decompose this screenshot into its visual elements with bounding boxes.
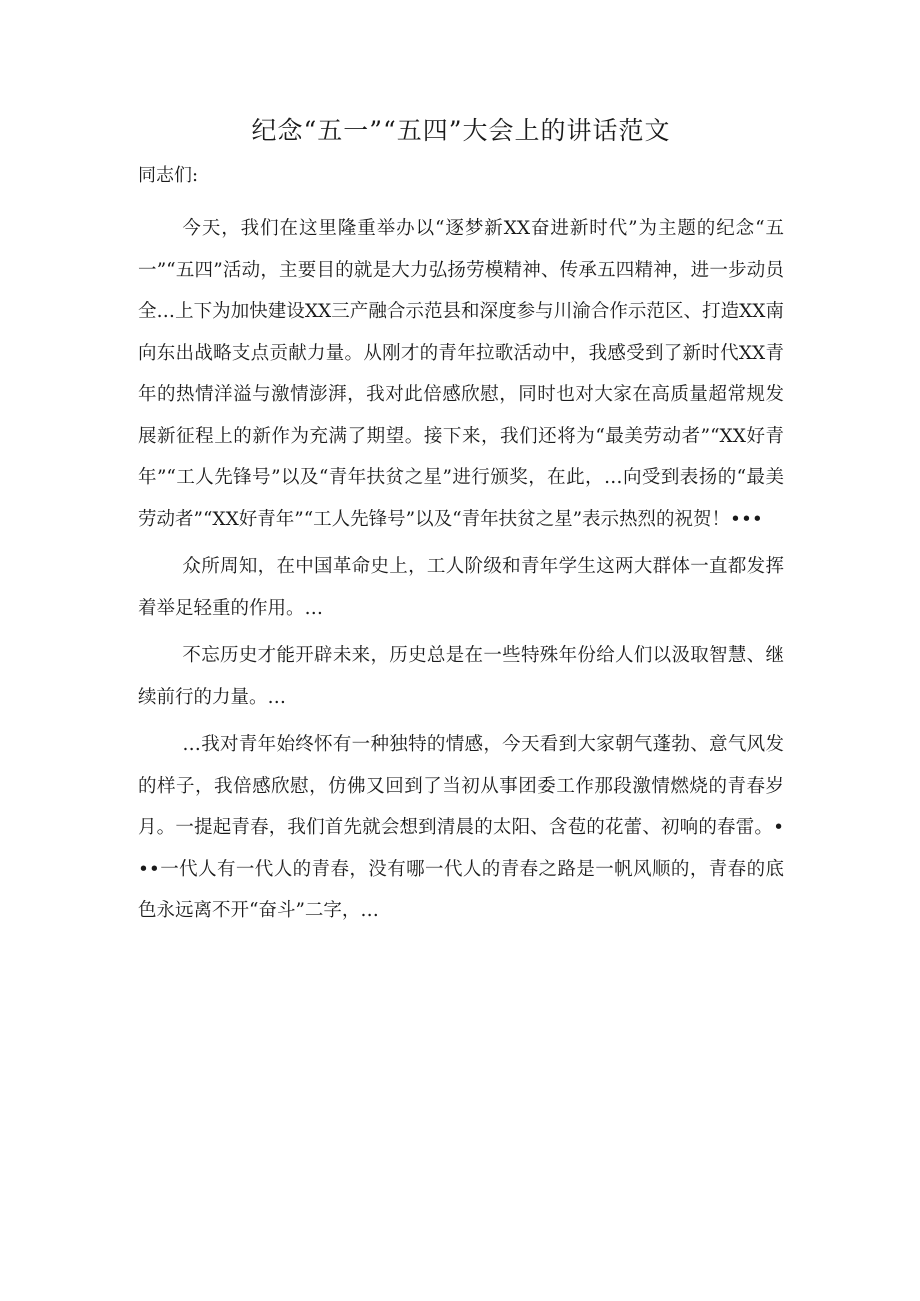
salutation: 同志们:: [138, 165, 199, 186]
paragraph-2: 众所周知，在中国革命史上，工人阶级和青年学生这两大群体一直都发挥着举足轻重的作用。…: [138, 556, 784, 619]
paragraph-4: …我对青年始终怀有一种独特的情感，今天看到大家朝气蓬勃、意气风发的样子，我倍感欣慰，仿佛又回到了当初从事团委工作那段激情燃烧的青春岁月。一提起青春，我们首先就会想到清晨的太阳、含苞的花蕾、初响的春雷。•••一代人有一代人的青春，没有哪一代人的青春之路是一帆风顺的，青春的底色永远离不开“奋斗”二字，…: [138, 734, 784, 921]
paragraph-3: 不忘历史才能开辟未来，历史总是在一些特殊年份给人们以汲取智慧、继续前行的力量。…: [138, 645, 784, 708]
paragraph-1: 今天，我们在这里隆重举办以“逐梦新XX奋进新时代”为主题的纪念“五一”“五四”活动，主要目的就是大力弘扬劳模精神、传承五四精神，进一步动员全…上下为加快建设XX三产融合示范县和深度参与川渝合作示范区、打造XX南向东出战略支点贡献力量。从刚才的青年拉歌活动中，我感受到了新时代XX青年的热情洋溢与激情澎湃，我对此倍感欣慰，同时也对大家在高质量超常规发展新征程上的新作为充满了期望。接下来，我们还将为“最美劳动者”“XX好青年”“工人先锋号”以及“青年扶贫之星”进行颁奖，在此，…向受到表扬的“最美劳动者”“XX好青年”“工人先锋号”以及“青年扶贫之星”表示热烈的祝贺！•••: [138, 218, 784, 530]
document-title: 纪念“五一”“五四”大会上的讲话范文: [251, 116, 671, 145]
